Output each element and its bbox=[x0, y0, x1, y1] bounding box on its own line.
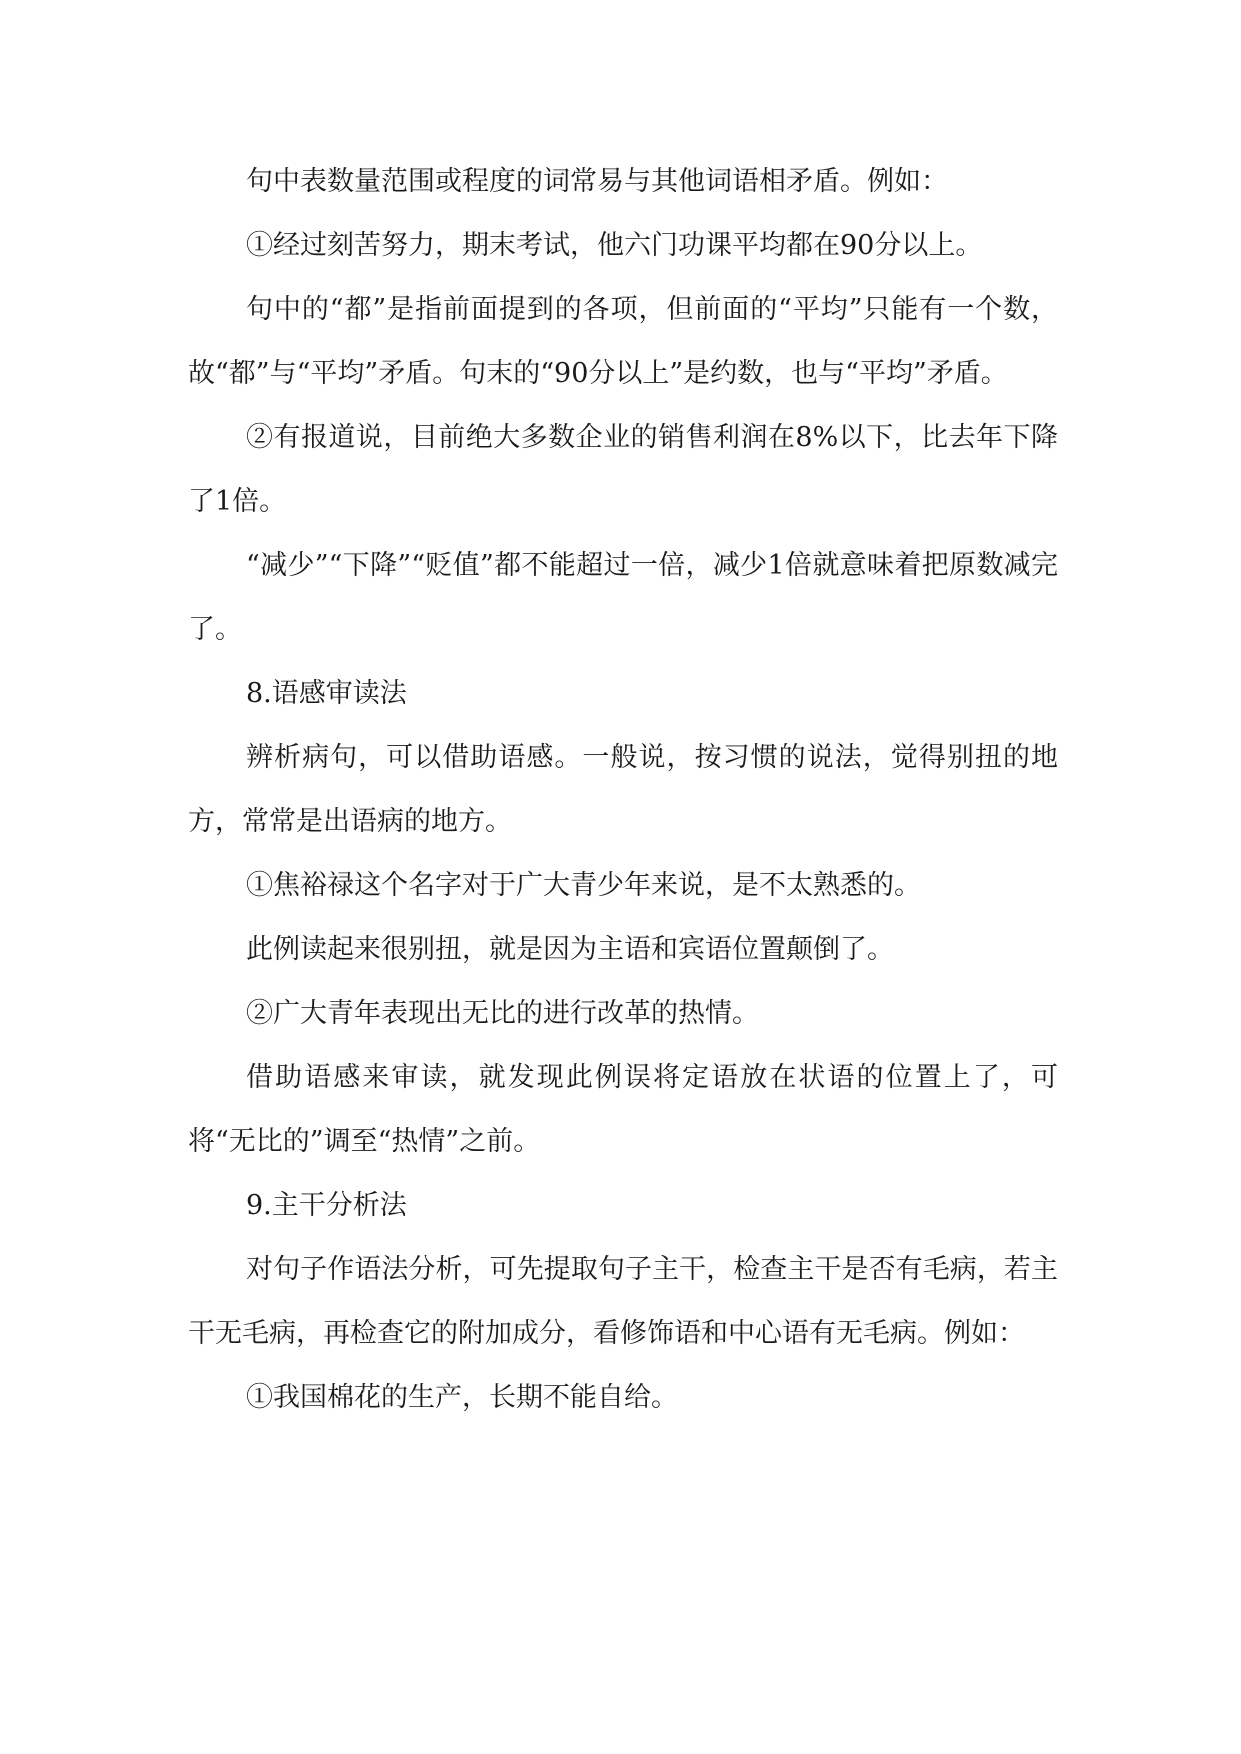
explanation-2: “减少”“下降”“贬值”都不能超过一倍，减少1倍就意味着把原数减完了。 bbox=[188, 550, 1058, 645]
section-8-explanation-2: 借助语感来审读，就发现此例误将定语放在状语的位置上了，可将“无比的”调至“热情”之前。 bbox=[188, 1062, 1058, 1157]
section-8-example-1: ①焦裕禄这个名字对于广大青少年来说，是不太熟悉的。 bbox=[246, 870, 921, 901]
explanation-1: 句中的“都”是指前面提到的各项，但前面的“平均”只能有一个数，故“都”与“平均”矛盾。句末的“90分以上”是约数，也与“平均”矛盾。 bbox=[188, 294, 1058, 389]
section-heading-9: 9.主干分析法 bbox=[246, 1190, 407, 1221]
section-8-example-2: ②广大青年表现出无比的进行改革的热情。 bbox=[246, 998, 759, 1029]
section-8-explanation-1: 此例读起来很别扭，就是因为主语和宾语位置颠倒了。 bbox=[246, 934, 894, 965]
section-8-intro: 辨析病句，可以借助语感。一般说，按习惯的说法，觉得别扭的地方，常常是出语病的地方。 bbox=[188, 742, 1058, 837]
section-9-example-1: ①我国棉花的生产，长期不能自给。 bbox=[246, 1382, 678, 1413]
document-body bbox=[188, 150, 1058, 1430]
example-2: ②有报道说，目前绝大多数企业的销售利润在8%以下，比去年下降了1倍。 bbox=[188, 422, 1058, 517]
section-9-intro: 对句子作语法分析，可先提取句子主干，检查主干是否有毛病，若主干无毛病，再检查它的附加成分，看修饰语和中心语有无毛病。例如： bbox=[188, 1254, 1058, 1349]
section-heading-8: 8.语感审读法 bbox=[246, 678, 407, 709]
paragraph-intro: 句中表数量范围或程度的词常易与其他词语相矛盾。例如： bbox=[246, 166, 948, 197]
example-1: ①经过刻苦努力，期末考试，他六门功课平均都在90分以上。 bbox=[246, 230, 983, 261]
